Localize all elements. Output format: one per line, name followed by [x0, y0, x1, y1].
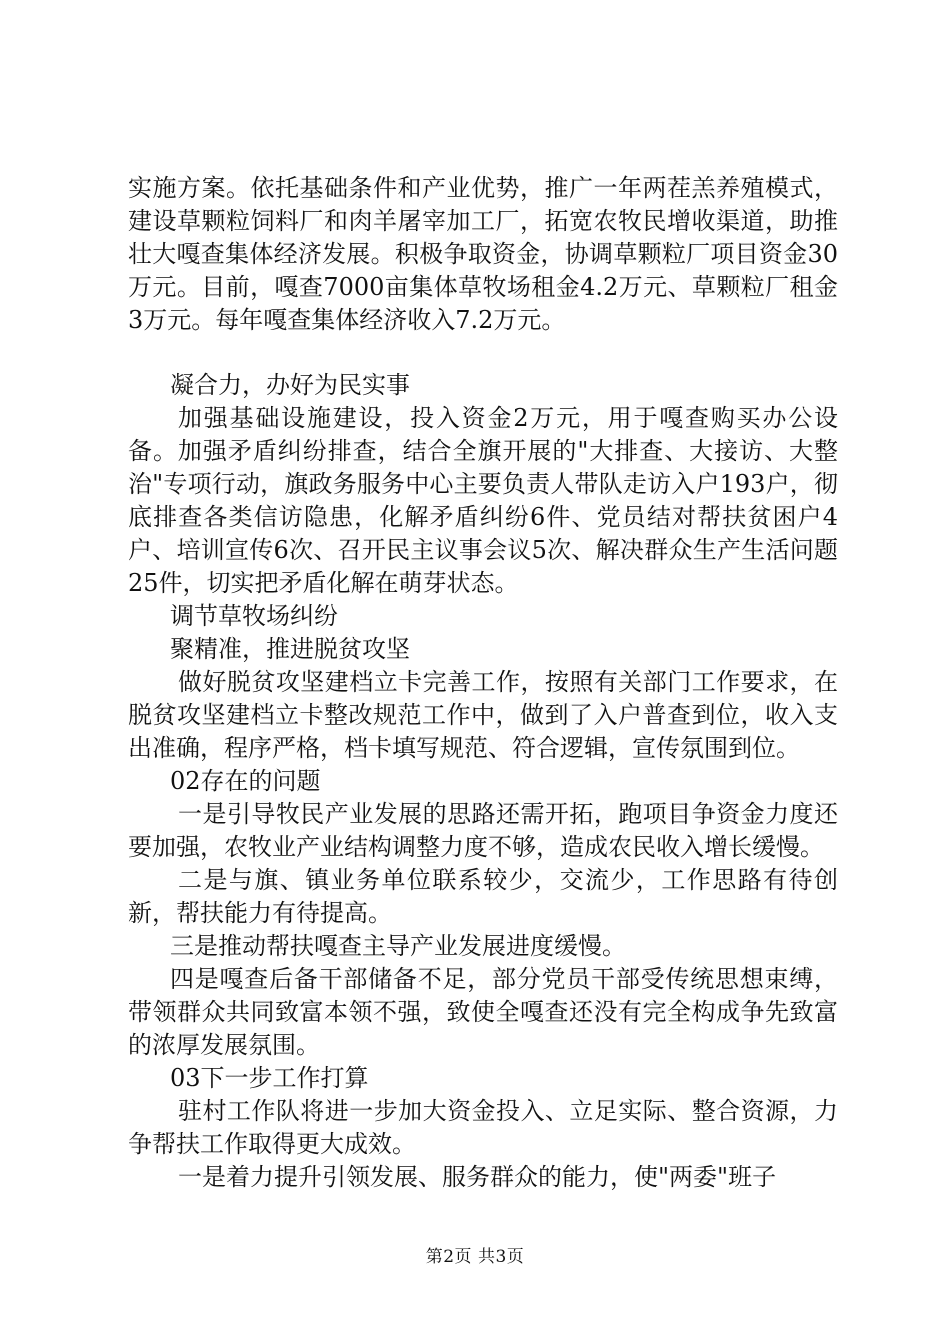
paragraph-problem-2: 二是与旗、镇业务单位联系较少，交流少，工作思路有待创新，帮扶能力有待提高。 [128, 866, 838, 927]
heading-next-steps: 03下一步工作打算 [170, 1064, 369, 1092]
paragraph-infrastructure: 加强基础设施建设，投入资金2万元，用于嘎查购买办公设备。加强矛盾纠纷排查，结合全旗开展的"大排查、大接访、大整治"专项行动，旗政务服务中心主要负责人带队走访入户193户，彻底排查各类信访隐患，化解矛盾纠纷6件、党员结对帮扶贫困户4户、培训宣传6次、召开民主议事会议5次、解决群众生产生活问题25件，切实把矛盾化解在萌芽状态。 [128, 404, 838, 597]
document-body [128, 172, 838, 1194]
heading-poverty-alleviation: 聚精准，推进脱贫攻坚 [170, 635, 410, 663]
heading-cohesion: 凝合力，办好为民实事 [170, 371, 410, 399]
paragraph-implementation: 实施方案。依托基础条件和产业优势，推广一年两茬羔养殖模式，建设草颗粒饲料厂和肉羊屠宰加工厂，拓宽农牧民增收渠道，助推壮大嘎查集体经济发展。积极争取资金，协调草颗粒厂项目资金30万元。目前，嘎查7000亩集体草牧场租金4.2万元、草颗粒厂租金3万元。每年嘎查集体经济收入7.2万元。 [128, 174, 838, 334]
paragraph-problem-4: 四是嘎查后备干部储备不足，部分党员干部受传统思想束缚，带领群众共同致富本领不强，致使全嘎查还没有完全构成争先致富的浓厚发展氛围。 [128, 965, 838, 1059]
paragraph-problem-1: 一是引导牧民产业发展的思路还需开拓，跑项目争资金力度还要加强，农牧业产业结构调整力度不够，造成农民收入增长缓慢。 [128, 800, 838, 861]
paragraph-problem-3: 三是推动帮扶嘎查主导产业发展进度缓慢。 [170, 932, 626, 960]
paragraph-poverty-records: 做好脱贫攻坚建档立卡完善工作，按照有关部门工作要求，在脱贫攻坚建档立卡整改规范工作中，做到了入户普查到位，收入支出准确，程序严格，档卡填写规范、符合逻辑，宣传氛围到位。 [128, 668, 838, 762]
heading-grassland-dispute: 调节草牧场纠纷 [170, 602, 338, 630]
heading-existing-problems: 02存在的问题 [170, 767, 321, 795]
paragraph-next-steps-intro: 驻村工作队将进一步加大资金投入、立足实际、整合资源，力争帮扶工作取得更大成效。 [128, 1097, 838, 1158]
page-number-footer: 第2页 共3页 [425, 1247, 525, 1267]
paragraph-next-step-1: 一是着力提升引领发展、服务群众的能力，使"两委"班子 [178, 1163, 777, 1191]
